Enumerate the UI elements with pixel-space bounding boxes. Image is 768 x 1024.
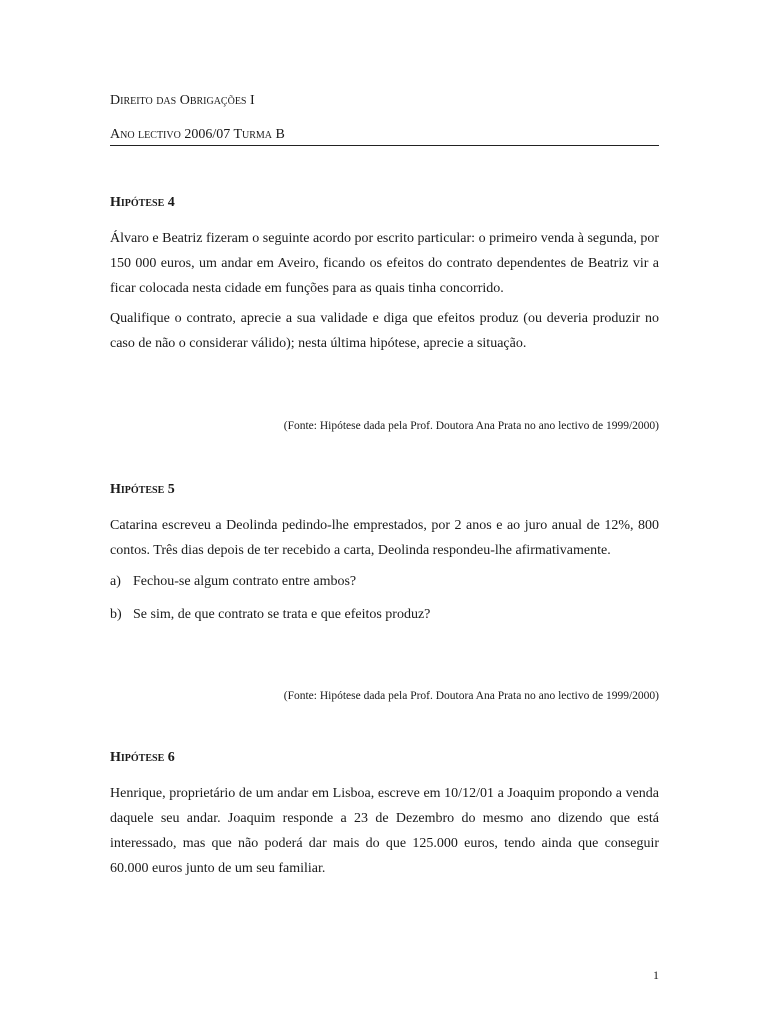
hypothesis-4-paragraph-2: Qualifique o contrato, aprecie a sua validade e diga que efeitos produz (ou deveria produzir no caso de não o considerar válido); nesta última hipótese, aprecie a situação. bbox=[110, 311, 659, 351]
hypothesis-4-section bbox=[110, 194, 659, 356]
academic-year-class: Ano lectivo 2006/07 Turma B bbox=[110, 126, 659, 146]
hypothesis-4-title: Hipótese 4 bbox=[110, 195, 175, 210]
hypothesis-4-paragraph-1: Álvaro e Beatriz fizeram o seguinte acordo por escrito particular: o primeiro venda à segunda, por 150 000 euros, um andar em Aveiro, ficando os efeitos do contrato dependentes de Beatriz vir a ficar colocada nesta cidade em funções para as quais tinha concorrido. bbox=[110, 231, 659, 296]
page-number: 1 bbox=[653, 968, 659, 982]
hypothesis-5-section bbox=[110, 481, 659, 627]
question-text: Fechou-se algum contrato entre ambos? bbox=[133, 574, 357, 589]
question-item bbox=[110, 569, 659, 594]
question-marker: b) bbox=[110, 607, 122, 622]
hypothesis-6-title: Hipótese 6 bbox=[110, 750, 175, 765]
question-item bbox=[110, 602, 659, 627]
question-text: Se sim, de que contrato se trata e que efeitos produz? bbox=[133, 607, 431, 622]
hypothesis-5-paragraph-1: Catarina escreveu a Deolinda pedindo-lhe emprestados, por 2 anos e ao juro anual de 12%, 800 contos. Três dias depois de ter recebido a carta, Deolinda respondeu-lhe afirmativamente. bbox=[110, 518, 659, 558]
question-marker: a) bbox=[110, 574, 121, 589]
hypothesis-5-title: Hipótese 5 bbox=[110, 482, 175, 497]
hypothesis-5-questions bbox=[110, 569, 659, 627]
hypothesis-4-source: (Fonte: Hipótese dada pela Prof. Doutora Ana Prata no ano lectivo de 1999/2000) bbox=[283, 420, 659, 432]
hypothesis-6-section bbox=[110, 749, 659, 881]
hypothesis-6-paragraph-1: Henrique, proprietário de um andar em Lisboa, escreve em 10/12/01 a Joaquim propondo a venda daquele seu andar. Joaquim responde a 23 de Dezembro do mesmo ano dizendo que está interessado, mas que não poderá dar mais do que 125.000 euros, tendo ainda que conseguir 60.000 euros junto de um seu familiar. bbox=[110, 786, 659, 876]
hypothesis-5-source: (Fonte: Hipótese dada pela Prof. Doutora Ana Prata no ano lectivo de 1999/2000) bbox=[283, 690, 659, 702]
course-title: Direito das Obrigações I bbox=[110, 93, 255, 108]
document-page bbox=[110, 0, 659, 1024]
